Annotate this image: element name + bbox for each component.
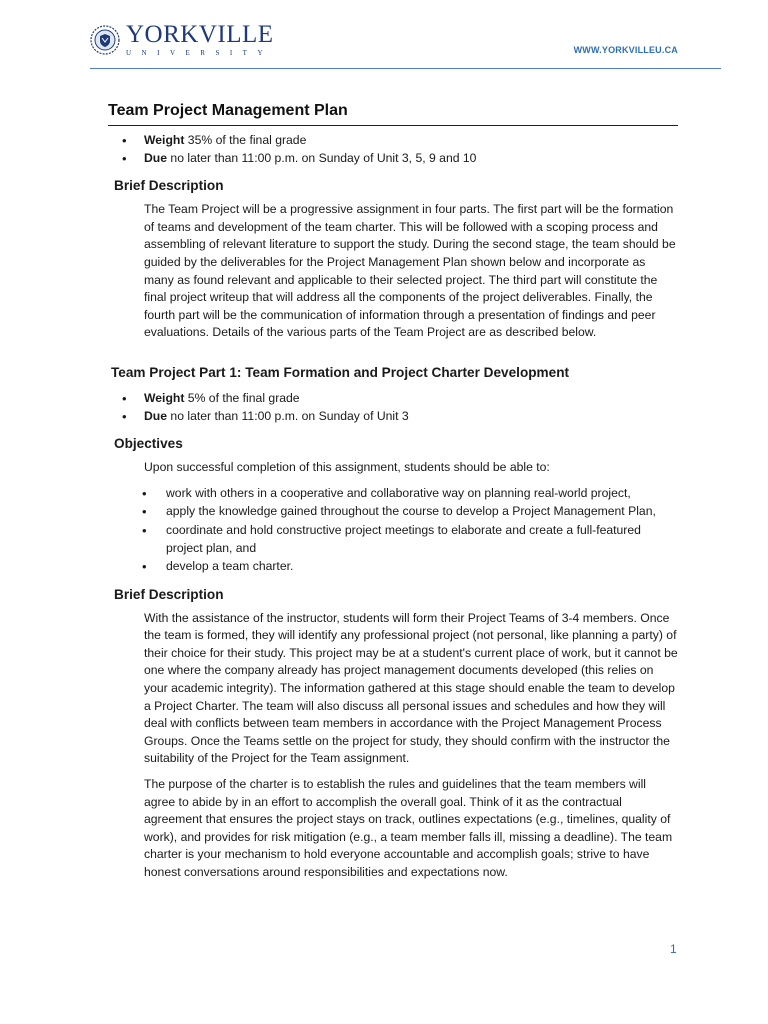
page-header xyxy=(0,0,768,72)
list-item: • apply the knowledge gained throughout the course to develop a Project Management Plan, xyxy=(166,503,678,521)
crest-icon xyxy=(90,23,120,57)
website-link[interactable]: WWW.YORKVILLEU.CA xyxy=(573,45,678,55)
list-item xyxy=(144,408,678,426)
plan-meta-list xyxy=(108,132,678,167)
meta-text: no later than 11:00 p.m. on Sunday of Unit 3 xyxy=(167,408,409,423)
list-item xyxy=(144,132,678,150)
objectives-list xyxy=(108,485,678,576)
logo-name: YORKVILLE xyxy=(126,21,274,48)
section-heading: Brief Description xyxy=(114,586,224,602)
meta-label: Weight xyxy=(144,133,185,147)
meta-label: Weight xyxy=(144,390,185,405)
list-item: • coordinate and hold constructive project meetings to elaborate and create a full-featured project plan, and xyxy=(166,522,678,557)
section-heading: Brief Description xyxy=(114,178,224,194)
part1-meta-list xyxy=(108,390,678,425)
list-item xyxy=(144,390,678,408)
paragraph: The Team Project will be a progressive assignment in four parts. The first part will be the formation of teams and development of the team charter. This will be followed with a scoping process and assembling of relevant literature to support the study. During the second stage, the team should be guided by the deliverables for the Project Management Plan shown below and incorporate as many as found relevant and applicable to their selected project. The third part will constitute the final project writeup that will address all the components of the project deliverables. Finally, the fourth part will be the communication of information through a presentation of findings and peer evaluations. Details of the various parts of the Team Project are as described below. xyxy=(144,202,676,340)
meta-label: Due xyxy=(144,150,168,165)
paragraph: Upon successful completion of this assignment, students should be able to: xyxy=(144,460,550,475)
list-item xyxy=(144,150,678,168)
meta-label: Due xyxy=(144,408,168,423)
paragraph: The purpose of the charter is to establish the rules and guidelines that the team members will agree to abide by in an effort to accomplish the overall goal. Think of it as the contractual agreement that ensures the project stays on track, outlines expectations (e.g., timelines, quality of work), and provides for risk mitigation (e.g., a team member falls ill, missing a deadline). The team charter is your mechanism to hold everyone accountable and accomplish goals; strive to have honest conversations around responsibilities and expectations now. xyxy=(144,777,673,879)
meta-text: no later than 11:00 p.m. on Sunday of Unit 3, 5, 9 and 10 xyxy=(167,150,477,165)
list-item: • work with others in a cooperative and collaborative way on planning real-world project, xyxy=(166,485,678,503)
section-heading: Team Project Part 1: Team Formation and Project Charter Development xyxy=(111,364,570,380)
page-number: 1 xyxy=(670,942,677,956)
page-title: Team Project Management Plan xyxy=(108,100,678,126)
university-logo xyxy=(90,22,274,57)
paragraph: With the assistance of the instructor, students will form their Project Teams of 3-4 members. Once the team is formed, they will identify any professional project (not personal, like planning a party) of their choice for their study. This project may be at a student's current place of work, but it cannot be one where the company already has project management documents developed (this relies on your academic integrity). The information gathered at this stage should enable the team to develop a Project Charter. The team will also discuss all personal issues and schedules and how they will deal with conflicts between team members in accordance with the Project Management Process Groups. Once the Teams settle on the project for study, they should confirm with the instructor the suitability of the Project for the Team assignment. xyxy=(144,610,678,766)
header-divider xyxy=(90,68,721,69)
section-heading: Objectives xyxy=(114,436,183,452)
list-item: • develop a team charter. xyxy=(166,558,678,576)
meta-text: 35% of the final grade xyxy=(184,133,307,147)
logo-subtitle: UNIVERSITY xyxy=(126,49,273,57)
document-body xyxy=(108,100,678,890)
meta-text: 5% of the final grade xyxy=(184,390,300,405)
